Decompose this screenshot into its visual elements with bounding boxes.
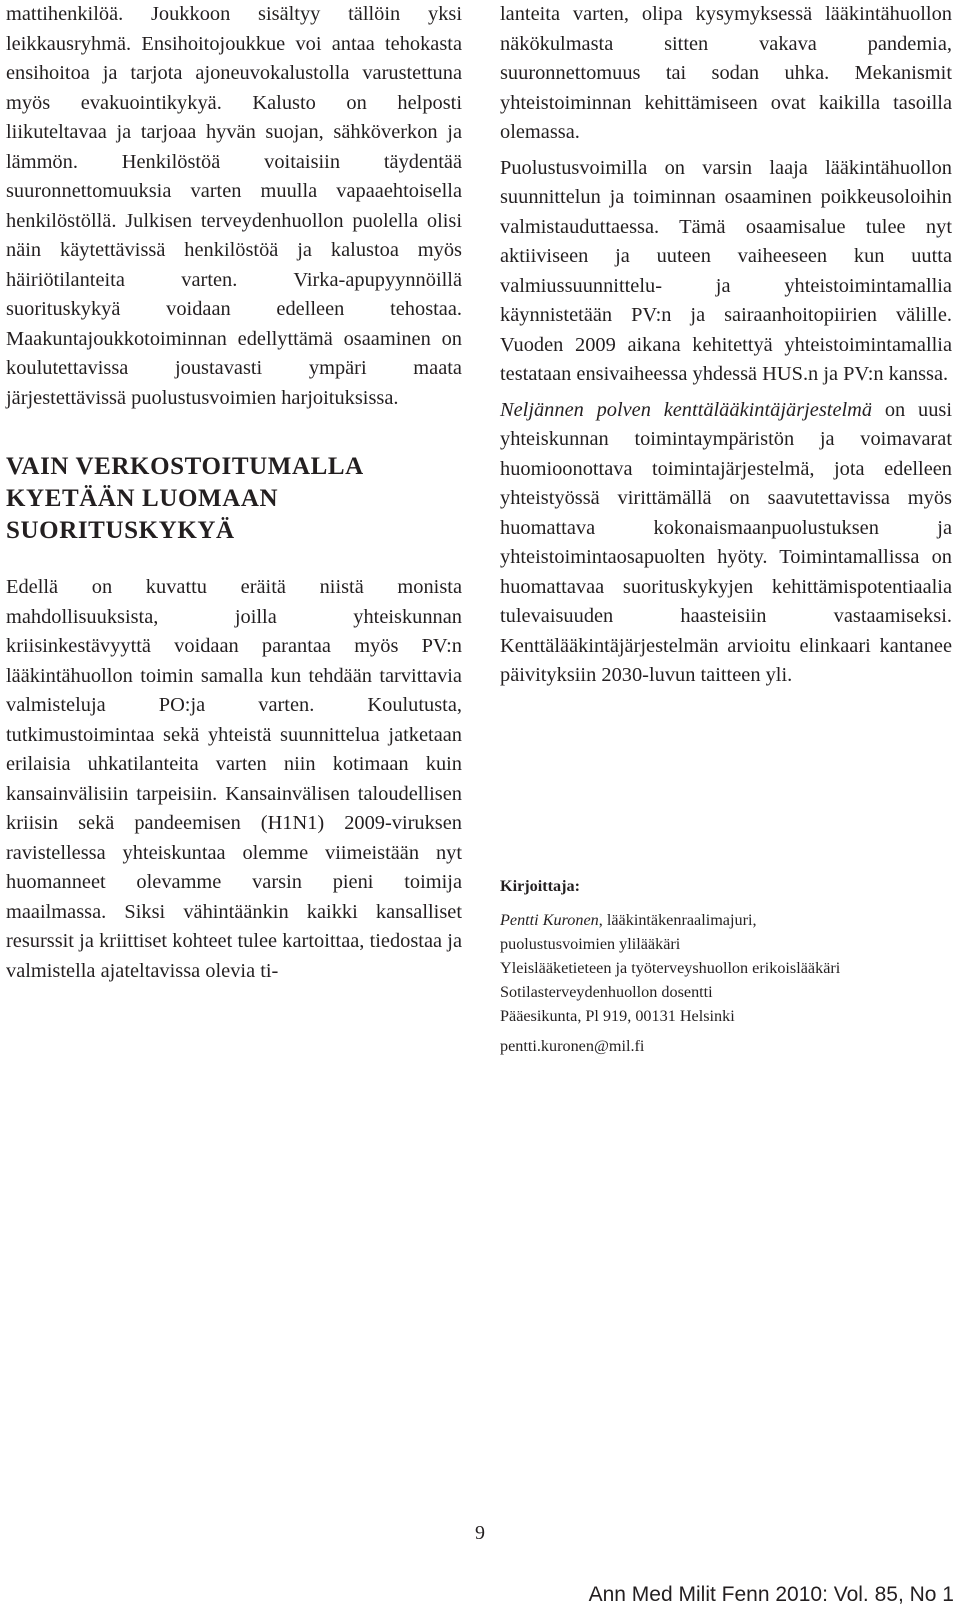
body-paragraph: Puolustusvoimilla on varsin laaja lääkintähuollon suunnittelun ja toiminnan osaaminen poikkeusoloihin valmistauduttaessa. Tämä osaamisalue tulee nyt aktiiviseen ja uuteen vaiheeseen kun uutta valmiussuunnittelu- ja yhteistoimintamallia käynnistetään PV:n ja sairaanhoitopiirien välille. Vuoden 2009 aikana kehitettyä yhteistoimintamallia testataan ensivaiheessa yhdessä HUS.n ja PV:n kanssa. xyxy=(500,156,952,385)
italic-term: Neljännen polven kenttälääkintäjärjestelmä xyxy=(500,398,873,421)
author-title: , lääkintäkenraalimajuri, xyxy=(598,911,757,929)
author-position: puolustusvoimien ylilääkäri xyxy=(500,935,681,953)
body-paragraph: Edellä on kuvattu eräitä niistä monista mahdollisuuksista, joilla yhteiskunnan kriisinkestävyyttä voidaan parantaa myös PV:n lääkintähuollon toimin samalla kun tehdään tarvittavia valmisteluja PO:ja varten. Koulutusta, tutkimustoimintaa sekä yhteistä suunnittelua jatketaan erilaisia uhkatilanteita varten niin kotimaan kuin kansainvälisiin tarpeisiin. Kansainvälisen taloudellisen kriisin sekä pandeemisen (H1N1) 2009-viruksen ravistellessa yhteiskuntaa olemme viimeistään nyt huomanneet olevamme varsin pieni toimija maailmassa. Siksi vähintäänkin kaikki kansalliset resurssit ja kriittiset kohteet tulee kartoittaa, tiedostaa ja valmistella ajateltavissa olevia ti- xyxy=(6,576,462,982)
author-address: Pääesikunta, Pl 919, 00131 Helsinki xyxy=(500,1007,735,1025)
author-name-line xyxy=(500,908,952,932)
body-paragraph xyxy=(500,396,952,691)
author-docent: Sotilasterveydenhuollon dosentti xyxy=(500,983,713,1001)
author-label: Kirjoittaja: xyxy=(500,877,581,895)
left-column xyxy=(6,0,462,986)
section-heading-line: SUORITUSKYKYÄ xyxy=(6,517,235,544)
journal-footer: Ann Med Milit Fenn 2010: Vol. 85, No 1 xyxy=(588,1583,954,1606)
section-heading-line: VAIN VERKOSTOITUMALLA xyxy=(6,453,364,480)
author-name: Pentti Kuronen xyxy=(500,911,599,929)
author-email: pentti.kuronen@mil.fi xyxy=(500,1037,645,1055)
section-heading-line: KYETÄÄN LUOMAAN xyxy=(6,485,279,512)
body-paragraph: lanteita varten, olipa kysymyksessä lääkintähuollon näkökulmasta sitten vakava pandemia, suuronnettomuus tai sodan uhka. Mekanismit yhteistoiminnan kehittämiseen ovat kaikilla tasoilla olemassa. xyxy=(500,3,952,143)
author-block xyxy=(500,874,952,1058)
section-heading xyxy=(6,451,462,547)
page-number: 9 xyxy=(475,1522,485,1544)
body-paragraph: mattihenkilöä. Joukkoon sisältyy tällöin yksi leikkausryhmä. Ensihoitojoukkue voi antaa tehokasta ensihoitoa ja tarjota ajoneuvokalustolla varustettuna myös evakuointikykyä. Kalusto on helposti liikuteltavaa ja tarjoaa hyvän suojan, sähköverkon ja lämmön. Henkilöstöä voitaisiin täydentää suuronnettomuuksia varten muulla vapaaehtoisella henkilöstöllä. Julkisen terveydenhuollon puolella olisi näin käytettävissä henkilöstöä ja kalustoa myös häiriötilanteita varten. Virka-apupyynnöillä suorituskykyä voidaan edelleen tehostaa. Maakuntajoukkotoiminnan edellyttämä osaaminen on koulutettavissa joustavasti ympäri maata järjestettävissä puolustusvoimien harjoituksissa. xyxy=(6,3,462,409)
right-column xyxy=(500,0,952,691)
body-paragraph-text: on uusi yhteiskunnan toimintaympäristön ja voimavarat huomioonottava toimintajärjestelmä, jota edelleen yhteistyössä virittämällä on saavutettavissa myös huomattava kokonaismaanpuolustuksen ja yhteistoimintaosapuolten hyöty. Toimintamallissa on huomattavaa suorituskykyjen kehittämispotentiaalia tulevaisuuden haasteisiin vastaamiseksi. Kenttälääkintäjärjestelmän arvioitu elinkaari kantanee päivityksiin 2030-luvun taitteen yli. xyxy=(500,398,952,686)
author-specialty: Yleislääketieteen ja työterveyshuollon erikoislääkäri xyxy=(500,959,841,977)
